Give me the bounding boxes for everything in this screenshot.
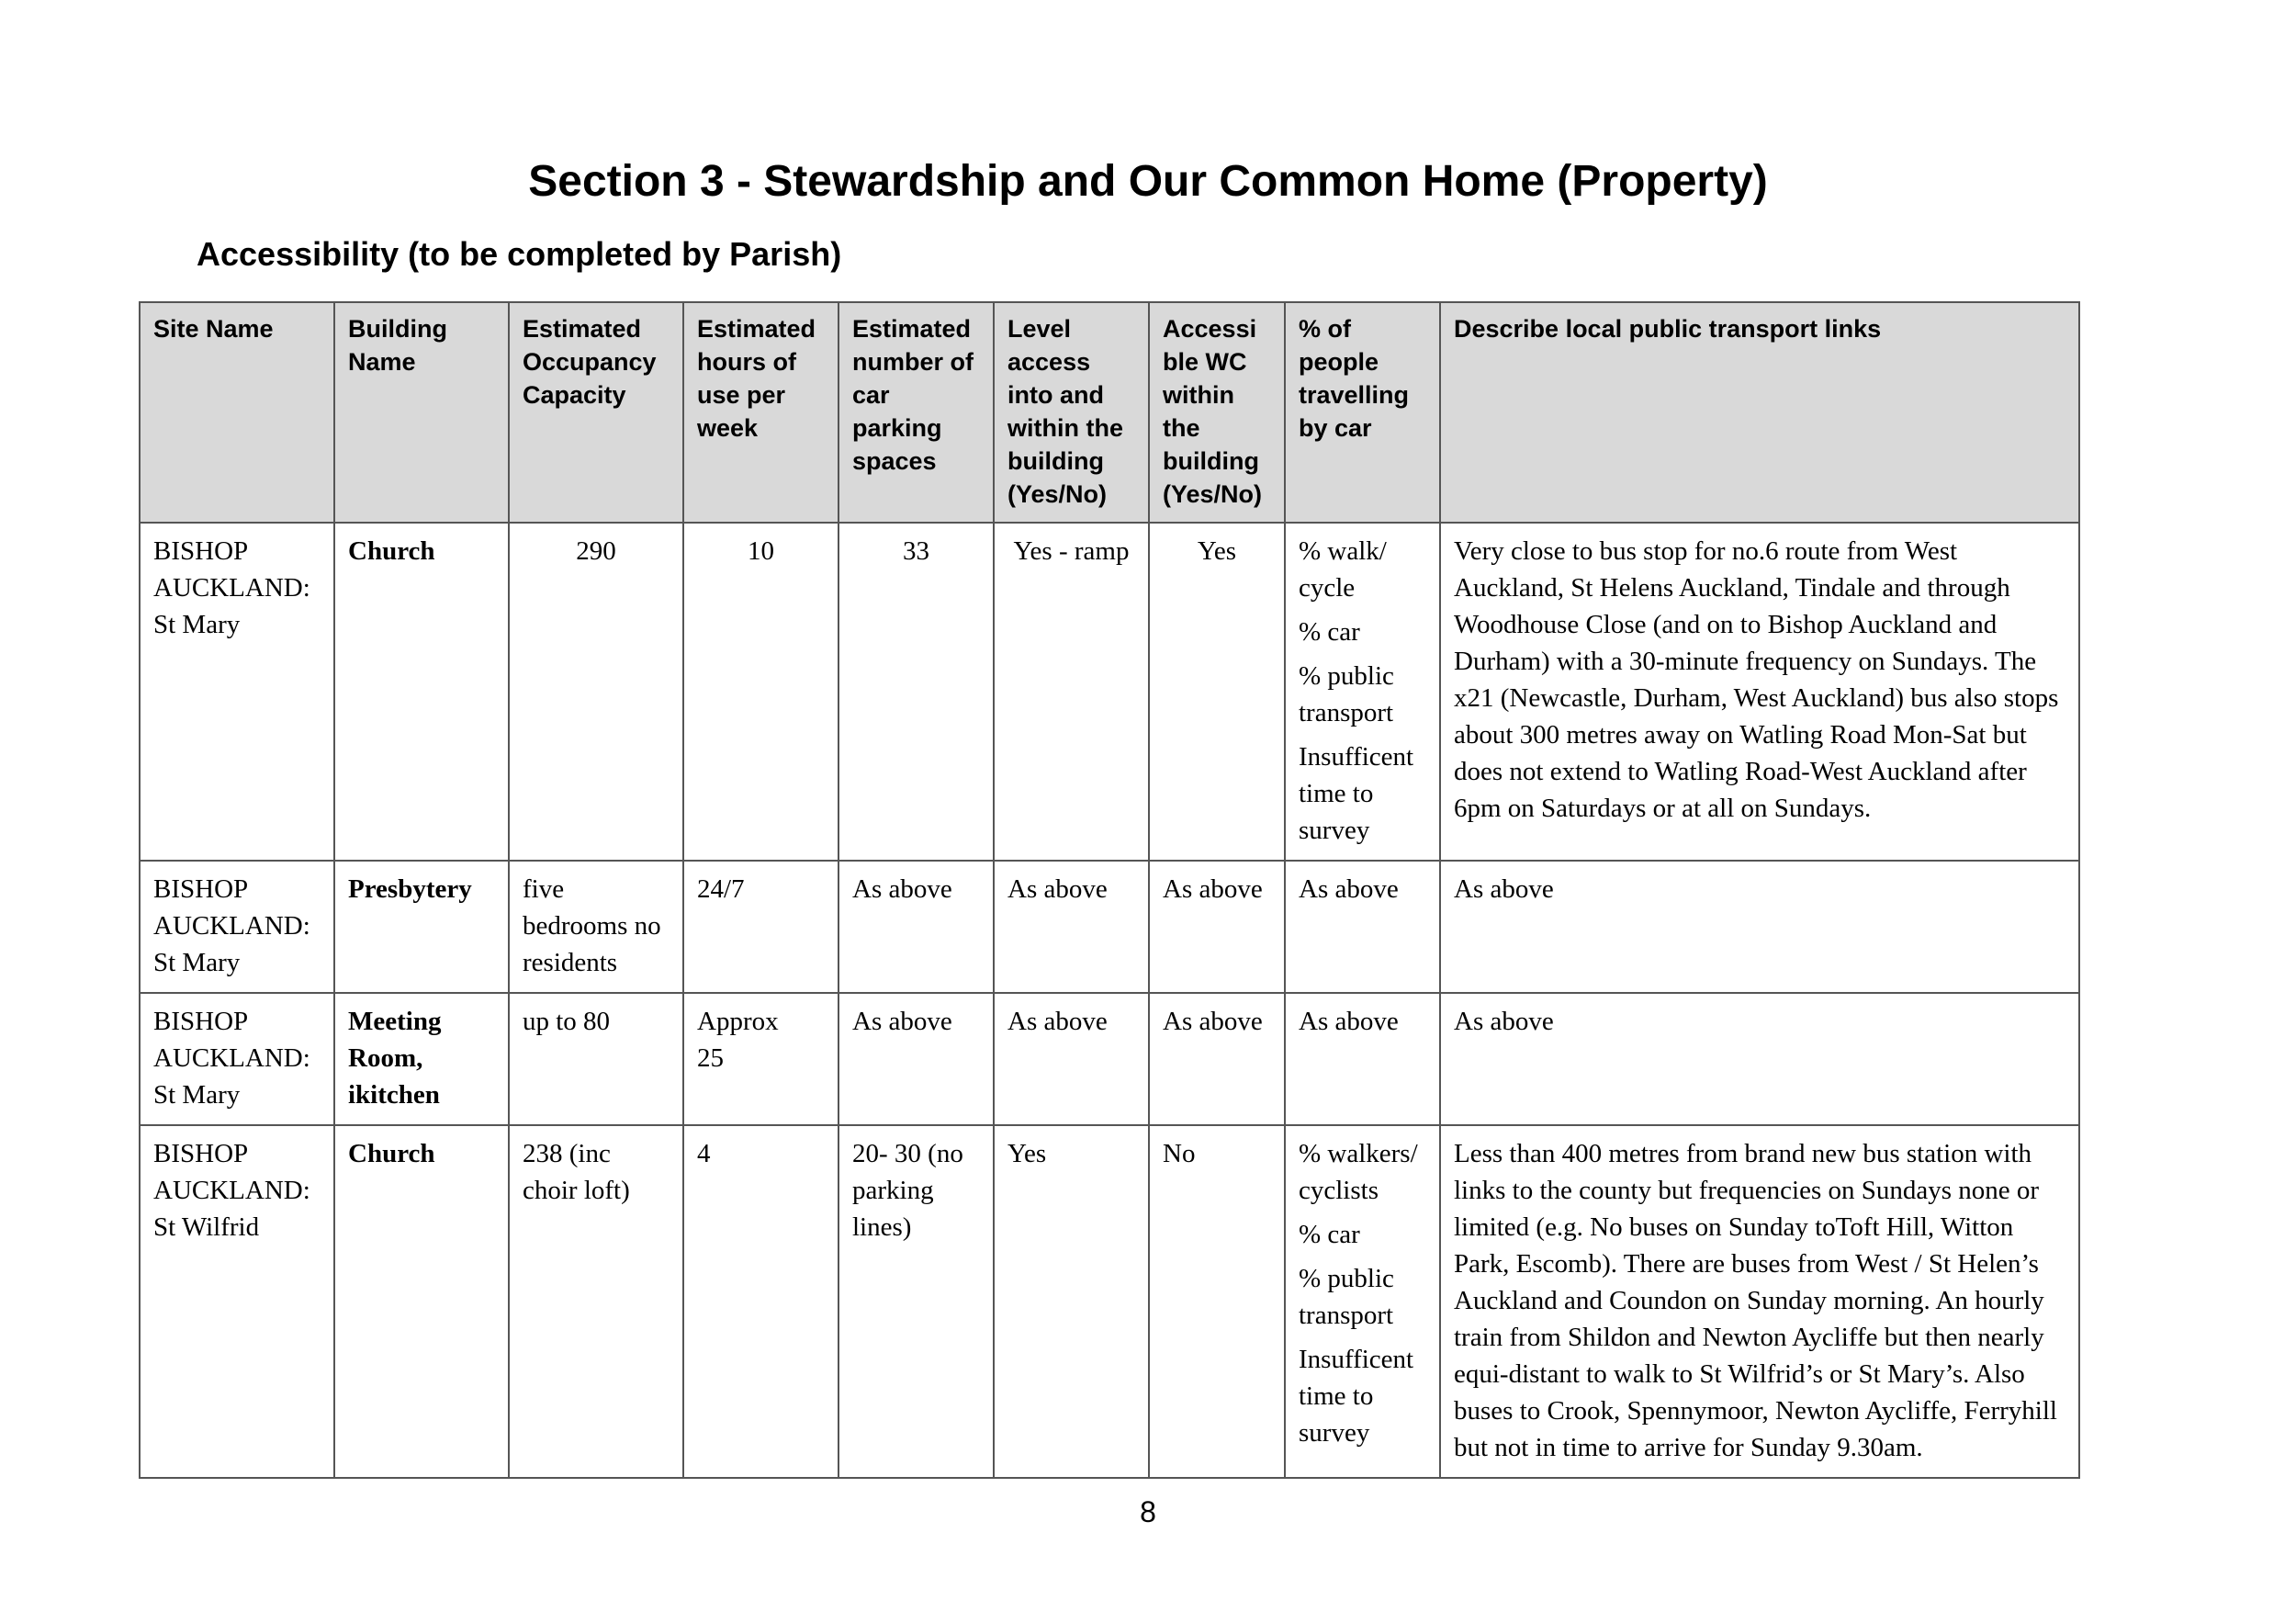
- table-header-row: [140, 302, 2079, 523]
- capacity-cell: up to 80: [509, 993, 683, 1125]
- site-name-cell: BISHOP AUCKLAND: St Mary: [140, 993, 334, 1125]
- hours-cell: 4: [683, 1125, 838, 1478]
- building-name-cell: Presbytery: [334, 861, 509, 993]
- travel-cell: [1285, 1125, 1440, 1478]
- travel-survey-note: Insufficent time to survey: [1299, 1345, 1414, 1448]
- page-number: 8: [1140, 1495, 1156, 1528]
- table-row: [140, 993, 2079, 1125]
- site-name-cell: BISHOP AUCKLAND: St Mary: [140, 861, 334, 993]
- travel-public-transport: % public transport: [1299, 1264, 1394, 1330]
- building-name-cell: Church: [334, 1125, 509, 1478]
- parking-cell: As above: [838, 993, 994, 1125]
- travel-car: % car: [1299, 1220, 1360, 1249]
- travel-car: % car: [1299, 617, 1360, 647]
- travel-cell: [1285, 861, 1440, 993]
- transport-links-cell: Less than 400 metres from brand new bus station with links to the county but frequencies on Sundays none or limited (e.g. No buses on Sunday toToft Hill, Witton Park, Escomb). There are buses from West / St Helen’s Auckland and Coundon on Sunday morning. An hourly train from Shildon and Newton Aycliffe but then nearly equi-distant to walk to St Wilfrid’s or St Mary’s. Also buses to Crook, Spennymoor, Newton Aycliffe, Ferryhill but not in time to arrive for Sunday 9.30am.: [1440, 1125, 2079, 1478]
- table-row: [140, 1125, 2079, 1478]
- table-row: [140, 523, 2079, 861]
- section-subtitle: Accessibility (to be completed by Parish): [197, 235, 842, 273]
- header-site-name: Site Name: [140, 302, 334, 523]
- transport-links-cell: As above: [1440, 993, 2079, 1125]
- capacity-cell: 238 (inc choir loft): [509, 1125, 683, 1478]
- accessible-wc-cell: As above: [1149, 993, 1285, 1125]
- header-accessible-wc: Accessi ble WC within the building (Yes/No): [1149, 302, 1285, 523]
- level-access-cell: Yes: [994, 1125, 1149, 1478]
- travel-walk-cycle: % walk/ cycle: [1299, 536, 1387, 603]
- level-access-cell: As above: [994, 861, 1149, 993]
- travel-public-transport: % public transport: [1299, 661, 1394, 727]
- capacity-cell: 290: [509, 523, 683, 861]
- building-name-cell: Church: [334, 523, 509, 861]
- level-access-cell: As above: [994, 993, 1149, 1125]
- travel-cell: [1285, 993, 1440, 1125]
- capacity-cell: five bedrooms no residents: [509, 861, 683, 993]
- accessible-wc-cell: As above: [1149, 861, 1285, 993]
- transport-links-cell: As above: [1440, 861, 2079, 993]
- site-name-cell: BISHOP AUCKLAND: St Mary: [140, 523, 334, 861]
- parking-cell: As above: [838, 861, 994, 993]
- header-level-access: Level access into and within the building (Yes/No): [994, 302, 1149, 523]
- hours-cell: 10: [683, 523, 838, 861]
- parking-cell: 33: [838, 523, 994, 861]
- parking-cell: 20- 30 (no parking lines): [838, 1125, 994, 1478]
- header-occupancy-capacity: Estimated Occupancy Capacity: [509, 302, 683, 523]
- transport-links-cell: Very close to bus stop for no.6 route from West Auckland, St Helens Auckland, Tindale and through Woodhouse Close (and on to Bishop Auckland and Durham) with a 30-minute frequency on Sundays. The x21 (Newcastle, Durham, West Auckland) bus also stops about 300 metres away on Watling Road Mon-Sat but does not extend to Watling Road-West Auckland after 6pm on Saturdays or at all on Sundays.: [1440, 523, 2079, 861]
- header-travel-by-car: % of people travelling by car: [1285, 302, 1440, 523]
- building-name-cell: Meeting Room, ikitchen: [334, 993, 509, 1125]
- accessible-wc-cell: No: [1149, 1125, 1285, 1478]
- accessibility-table: [139, 301, 2080, 1479]
- header-building-name: Building Name: [334, 302, 509, 523]
- header-transport-links: Describe local public transport links: [1440, 302, 2079, 523]
- site-name-cell: BISHOP AUCKLAND: St Wilfrid: [140, 1125, 334, 1478]
- travel-value: As above: [1299, 874, 1399, 904]
- accessible-wc-cell: Yes: [1149, 523, 1285, 861]
- table-row: [140, 861, 2079, 993]
- travel-cell: [1285, 523, 1440, 861]
- travel-value: As above: [1299, 1007, 1399, 1036]
- level-access-cell: Yes - ramp: [994, 523, 1149, 861]
- header-parking-spaces: Estimated number of car parking spaces: [838, 302, 994, 523]
- header-hours-of-use: Estimated hours of use per week: [683, 302, 838, 523]
- travel-walkers-cyclists: % walkers/ cyclists: [1299, 1139, 1418, 1205]
- page-title: Section 3 - Stewardship and Our Common Home (Property): [528, 157, 1768, 206]
- travel-survey-note: Insufficent time to survey: [1299, 742, 1414, 845]
- hours-cell: Approx 25: [683, 993, 838, 1125]
- hours-cell: 24/7: [683, 861, 838, 993]
